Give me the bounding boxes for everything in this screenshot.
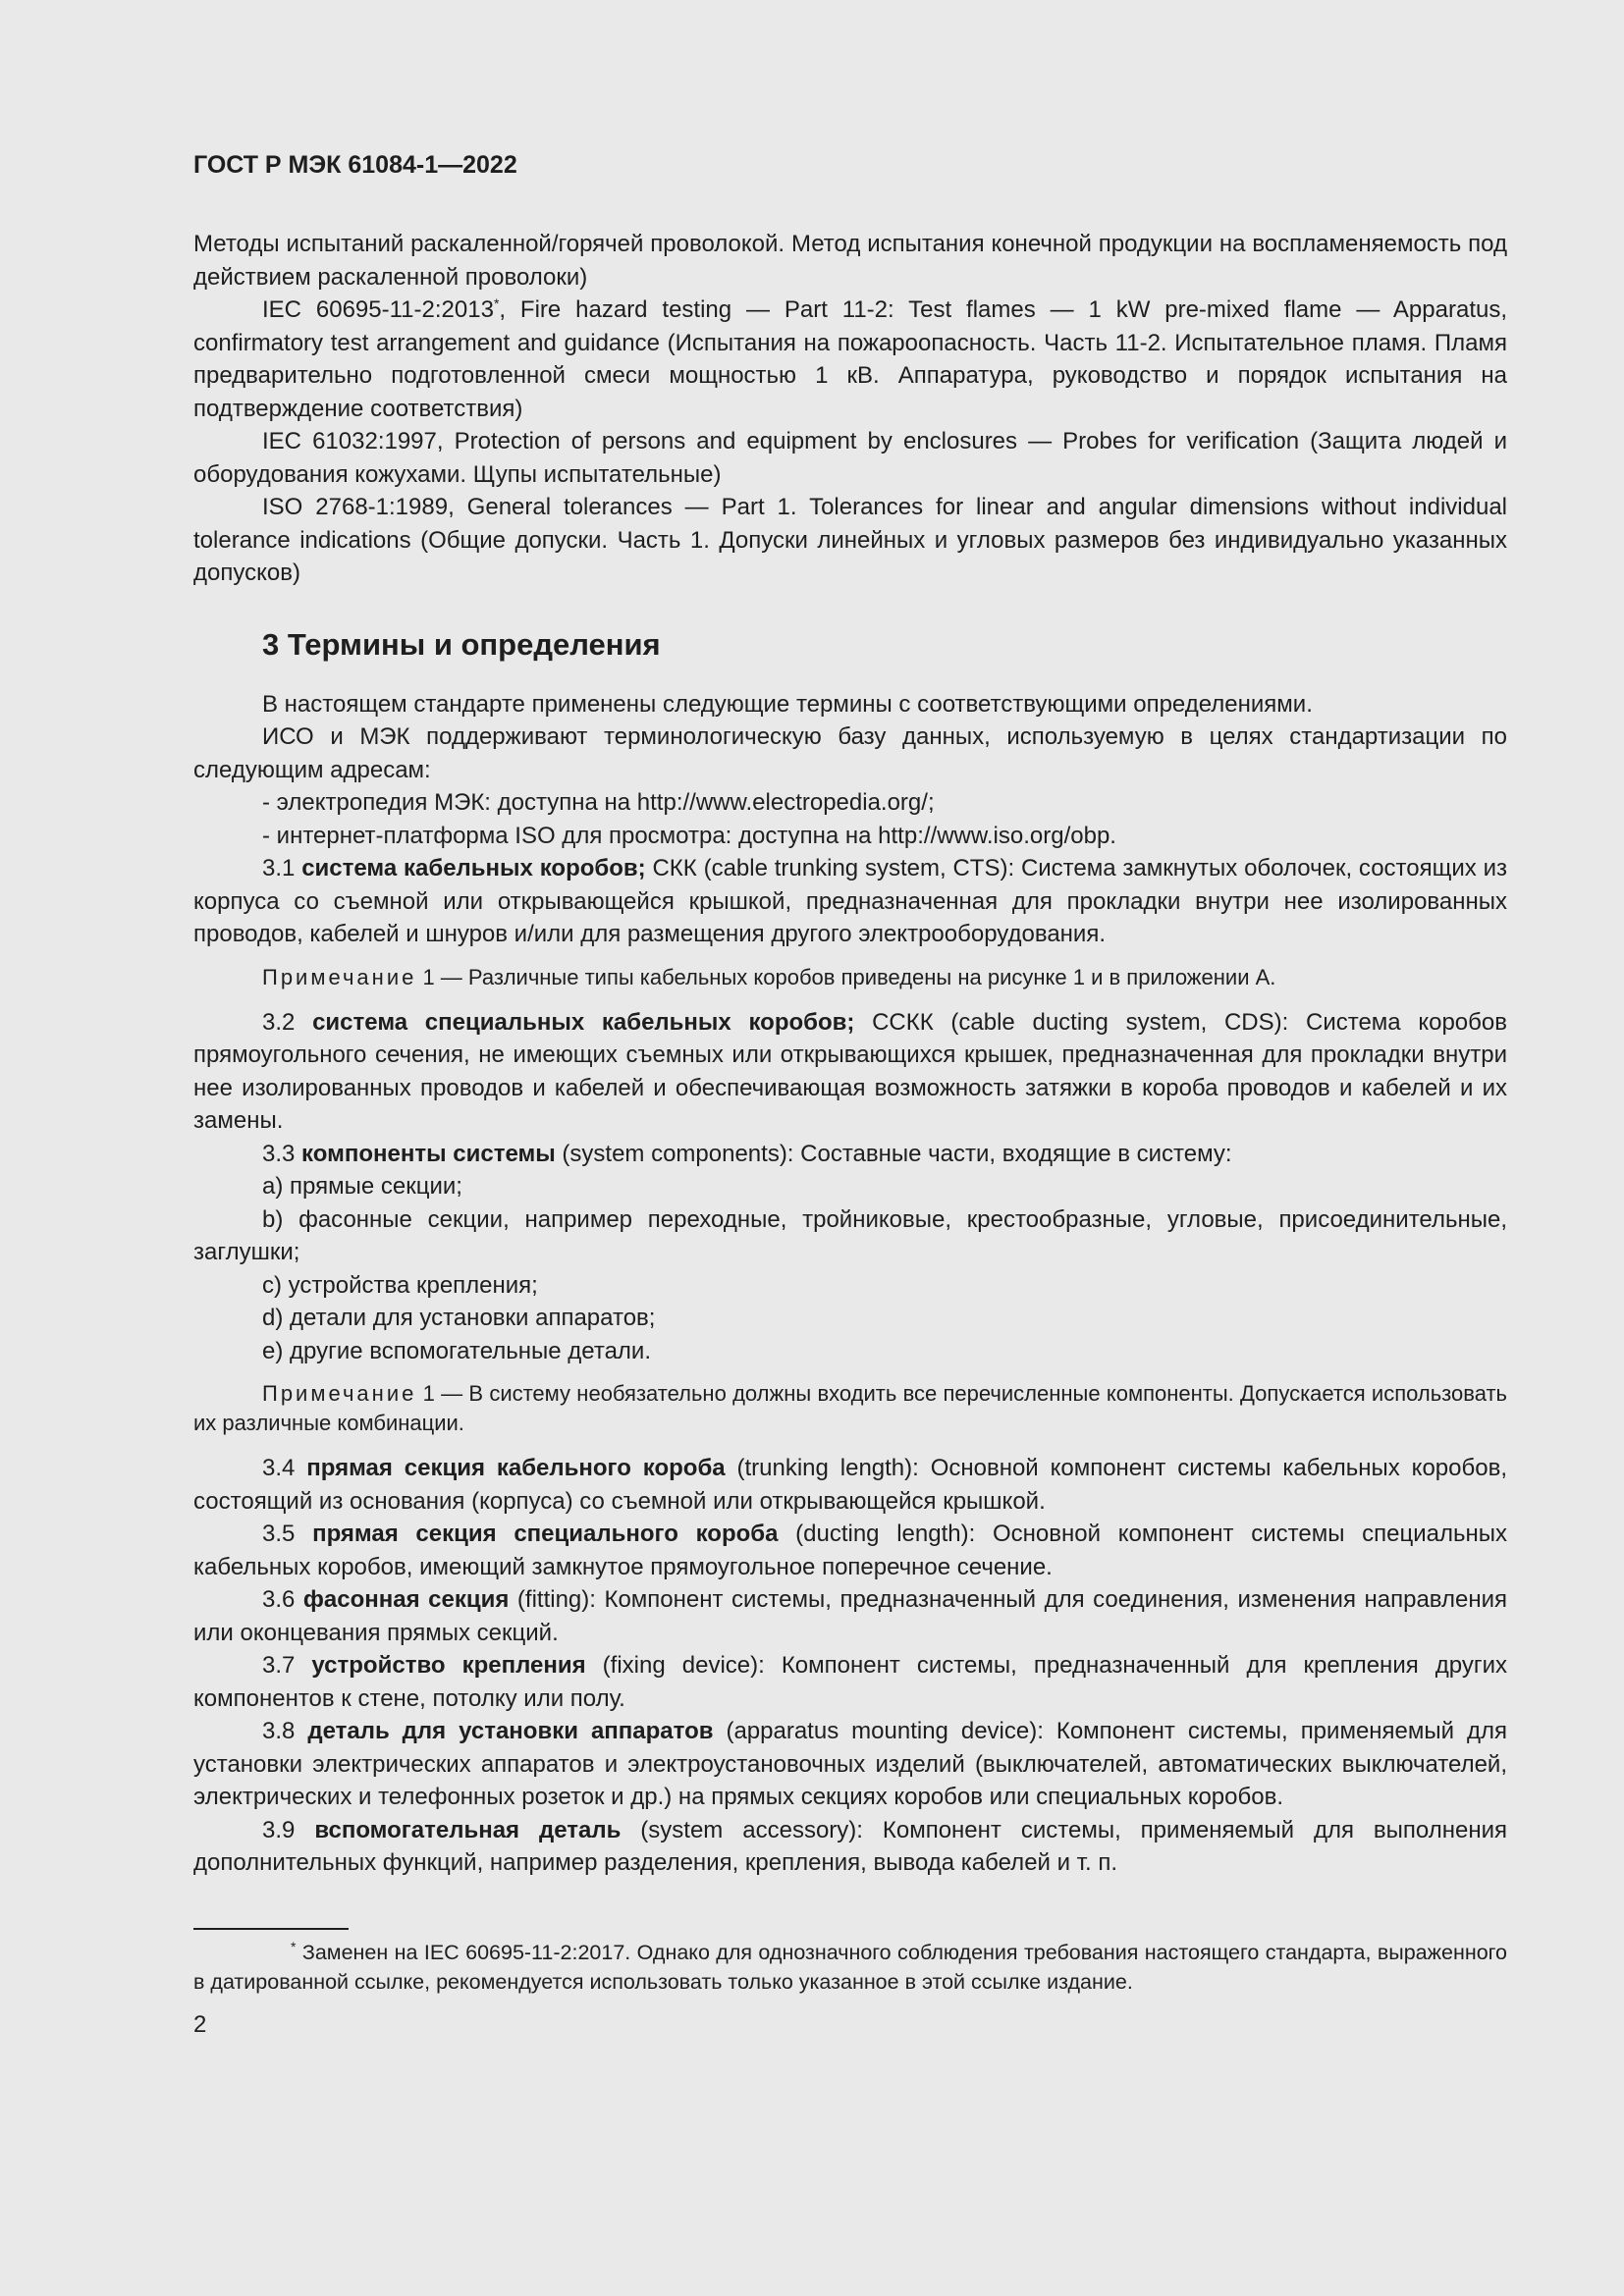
section-title: 3 Термины и определения — [262, 626, 661, 662]
term-name: фасонная секция — [302, 1586, 510, 1613]
term-name: система кабельных коробов; — [301, 855, 646, 881]
term-3-6 — [193, 1583, 1507, 1649]
document-header: ГОСТ Р МЭК 61084-1—2022 — [193, 151, 517, 179]
term-3-4 — [193, 1452, 1507, 1518]
reference-iso-2768: ISO 2768-1:1989, General tolerances — Part 1. Tolerances for linear and angular dimensions without individual tolerance indications (Общие допуски. Часть 1. Допуски линейных и угловых размеров без индивидуально указанных допусков) — [193, 494, 1507, 586]
term-name: вспомогательная деталь — [314, 1816, 622, 1843]
term-definition: (fixing device): Компонент системы, предназначенный для крепления других компонентов к стене, потолку или полу. — [193, 1652, 1508, 1712]
note-text: 1 — В систему необязательно должны входить все перечисленные компоненты. Допускается использовать их различные комбинации. — [193, 1381, 1507, 1435]
term-definition: (system accessory): Компонент системы, применяемый для выполнения дополнительных функций, например разделения, крепления, вывода кабелей и т. п. — [193, 1816, 1507, 1876]
footnote-divider — [193, 1928, 349, 1930]
page-content — [193, 147, 1507, 2042]
term-number: 3.3 — [262, 1140, 302, 1167]
term-number: 3.5 — [262, 1521, 313, 1547]
term-number: 3.8 — [262, 1718, 308, 1744]
note-text: 1 — Различные типы кабельных коробов приведены на рисунке 1 и в приложении А. — [416, 964, 1276, 989]
term-definition: (trunking length): Основной компонент системы кабельных коробов, состоящий из основания (корпуса) со съемной или открывающейся крышкой. — [193, 1455, 1508, 1515]
list-item-d: d) детали для установки аппаратов; — [262, 1305, 656, 1331]
term-name: прямая секция специального короба — [312, 1521, 779, 1547]
note-1 — [193, 963, 1507, 992]
term-number: 3.4 — [262, 1455, 307, 1481]
term-name: компоненты системы — [301, 1140, 556, 1167]
term-definition: (apparatus mounting device): Компонент системы, применяемый для установки электрических аппаратов и электроустановочных изделий (выключателей, автоматических выключателей, электрических и телефонных розеток и др.) на прямых секциях коробов или специальных коробов. — [193, 1718, 1508, 1810]
link-electropedia: - электропедия МЭК: доступна на http://www.electropedia.org/; — [262, 789, 935, 816]
list-item-c: c) устройства крепления; — [262, 1271, 538, 1299]
term-number: 3.9 — [262, 1816, 315, 1843]
term-3-3 — [193, 1138, 1507, 1171]
reference-iec-60695-id: IEC 60695-11-2:2013 — [262, 296, 494, 323]
section-intro-1: В настоящем стандарте применены следующие термины с соответствующими определениями. — [262, 690, 1313, 718]
list-item-b: b) фасонные секции, например переходные, тройниковые, крестообразные, угловые, присоединительные, заглушки; — [193, 1205, 1507, 1265]
term-number: 3.2 — [262, 1008, 313, 1036]
note-label: Примечание — [262, 1381, 417, 1406]
term-name: система специальных кабельных коробов; — [312, 1008, 855, 1036]
term-3-2 — [193, 1006, 1507, 1138]
term-definition: СКК (cable trunking system, CTS): Система замкнутых оболочек, состоящих из корпуса со съемной или открывающейся крышкой, предназначенная для прокладки внутри нее изолированных проводов, кабелей и шнуров и/или для размещения другого электрооборудования. — [193, 855, 1508, 947]
link-iso-obp: - интернет-платформа ISO для просмотра: доступна на http://www.iso.org/obp. — [262, 822, 1116, 849]
reference-continuation: Методы испытаний раскаленной/горячей проволокой. Метод испытания конечной продукции на воспламеняемость под действием раскаленной проволоки) — [193, 231, 1507, 291]
term-3-7 — [193, 1649, 1507, 1715]
term-number: 3.7 — [262, 1652, 312, 1679]
term-number: 3.1 — [262, 855, 302, 881]
term-name: деталь для установки аппаратов — [307, 1718, 714, 1744]
footnote-marker: * — [493, 295, 500, 311]
term-definition: (fitting): Компонент системы, предназначенный для соединения, изменения направления или оконцевания прямых секций. — [193, 1586, 1507, 1646]
note-label: Примечание — [262, 964, 417, 989]
term-definition: ССКК (cable ducting system, CDS): Система коробов прямоугольного сечения, не имеющих съемных или открывающихся крышек, предназначенная для прокладки внутри нее изолированных проводов и кабелей и обеспечивающая возможность затяжки в короба проводов и кабелей и их замены. — [193, 1008, 1508, 1134]
term-definition: (ducting length): Основной компонент системы специальных кабельных коробов, имеющий замкнутое прямоугольное поперечное сечение. — [193, 1521, 1508, 1580]
section-intro-2: ИСО и МЭК поддерживают терминологическую базу данных, используемую в целях стандартизации по следующим адресам: — [193, 723, 1507, 783]
page-number: 2 — [193, 2010, 207, 2038]
term-number: 3.6 — [262, 1586, 303, 1613]
note-2 — [193, 1379, 1507, 1438]
reference-iec-61032: IEC 61032:1997, Protection of persons and equipment by enclosures — Probes for verification (Защита людей и оборудования кожухами. Щупы испытательные) — [193, 428, 1507, 488]
footnote — [193, 1938, 1507, 1997]
term-definition: (system components): Составные части, входящие в систему: — [555, 1140, 1232, 1167]
list-item-a: a) прямые секции; — [262, 1173, 462, 1200]
term-3-5 — [193, 1518, 1507, 1583]
term-name: прямая секция кабельного короба — [306, 1455, 726, 1481]
term-3-1 — [193, 852, 1507, 951]
reference-iec-60695 — [193, 294, 1507, 425]
term-3-9 — [193, 1814, 1507, 1880]
term-3-8 — [193, 1715, 1507, 1814]
term-name: устройство крепления — [311, 1652, 586, 1679]
reference-iec-60695-text: , Fire hazard testing — Part 11-2: Test flames — 1 kW pre-mixed flame — Apparatus, confirmatory test arrangement and guidance (Испытания на пожароопасность. Часть 11-2. Испытательное пламя. Пламя предварительно подготовленной смеси мощностью 1 кВ. Аппаратура, руководство и порядок испытания на подтверждение соответствия) — [193, 296, 1507, 422]
list-item-e: e) другие вспомогательные детали. — [262, 1337, 651, 1364]
footnote-mark: * — [291, 1938, 297, 1954]
footnote-text: Заменен на IEC 60695-11-2:2017. Однако для однозначного соблюдения требования настоящего стандарта, выраженного в датированной ссылке, рекомендуется использовать только указанное в этой ссылке издание. — [193, 1940, 1507, 1994]
